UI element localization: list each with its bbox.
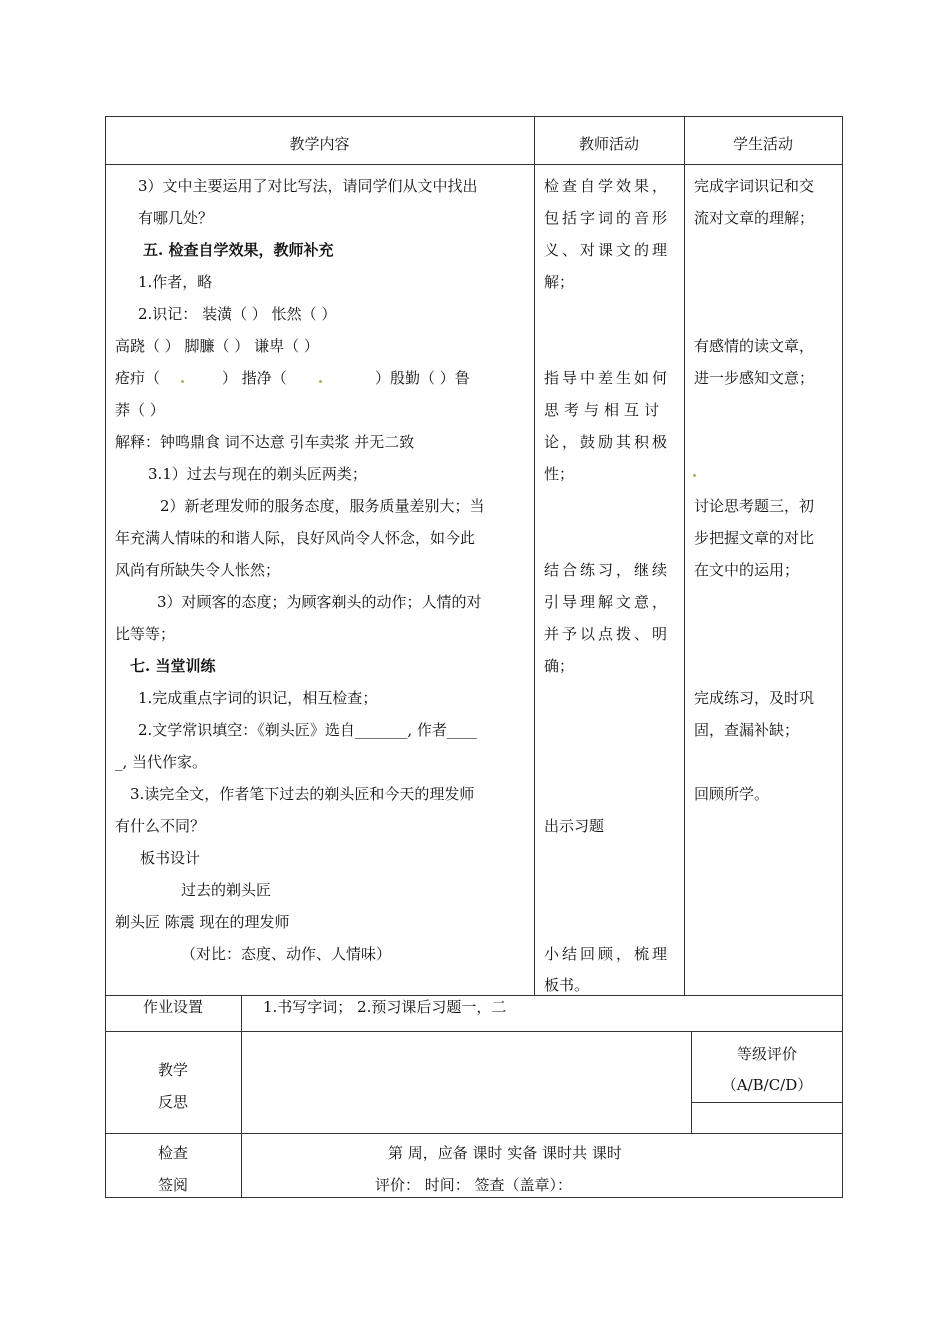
student-line: 完成练习，及时巩 bbox=[694, 689, 815, 707]
content-line: 年充满人情味的和谐人际，良好风尚令人怀念，如今此 bbox=[115, 529, 476, 547]
marker-dot bbox=[319, 380, 322, 383]
student-line: 回顾所学。 bbox=[694, 785, 770, 803]
content-line: 高跷（ ） 脚臁（ ） 谦卑（ ） bbox=[115, 337, 319, 355]
table-border-top bbox=[105, 116, 843, 117]
homework-value: 1.书写字词； 2.预习课后习题一，二 bbox=[263, 998, 507, 1016]
content-line: 2）新老理发师的服务态度，服务质量差别大；当 bbox=[160, 497, 485, 515]
homework-divider bbox=[105, 995, 843, 996]
content-line: 风尚有所缺失令人怅然； bbox=[115, 561, 281, 579]
marker-dot bbox=[181, 380, 184, 383]
table-border-left bbox=[105, 116, 106, 1198]
grade-options: （A/B/C/D） bbox=[721, 1076, 813, 1094]
check-label-1: 检查 bbox=[157, 1144, 188, 1162]
section-heading-5: 五. 检查自学效果，教师补充 bbox=[143, 241, 334, 259]
reflection-label-1: 教学 bbox=[157, 1061, 188, 1079]
content-line: 1.完成重点字词的识记，相互检查； bbox=[138, 689, 378, 707]
teacher-line: 板书。 bbox=[544, 976, 590, 994]
column-divider-content bbox=[534, 116, 535, 995]
teacher-line: 小结回顾，梳理 bbox=[544, 945, 671, 963]
content-line: 3.读完全文，作者笔下过去的剃头匠和今天的理发师 bbox=[130, 785, 475, 803]
content-line: 3）对顾客的态度；为顾客剃头的动作；人情的对 bbox=[157, 593, 482, 611]
student-line: 完成字词识记和交 bbox=[694, 177, 815, 195]
content-line: 有哪几处？ bbox=[138, 209, 214, 227]
teacher-line: 论，鼓励其积极 bbox=[544, 433, 671, 451]
content-line: 2.识记： 装潢（ ） 怅然（ ） bbox=[138, 305, 337, 323]
board-design-line: 剃头匠 陈震 现在的理发师 bbox=[115, 913, 290, 931]
grade-divider bbox=[691, 1102, 843, 1103]
teacher-line: 解； bbox=[544, 273, 575, 291]
content-line: 比等等； bbox=[115, 625, 176, 643]
marker-dot bbox=[693, 474, 696, 477]
teacher-line: 义、对课文的理 bbox=[544, 241, 671, 259]
check-schedule: 第 周，应备 课时 实备 课时共 课时 bbox=[388, 1144, 622, 1162]
grade-label: 等级评价 bbox=[736, 1045, 797, 1063]
content-line: 疮疖（ bbox=[115, 369, 161, 387]
teacher-line: 包括字词的音形 bbox=[544, 209, 671, 227]
content-line: ）殷勤（ ）鲁 bbox=[375, 369, 470, 387]
content-line: 3）文中主要运用了对比写法，请同学们从文中找出 bbox=[138, 177, 478, 195]
label-column-divider bbox=[241, 995, 242, 1198]
section-heading-7: 七. 当堂训练 bbox=[130, 657, 216, 675]
student-line: 步把握文章的对比 bbox=[694, 529, 815, 547]
board-design-line: 过去的剃头匠 bbox=[181, 881, 272, 899]
content-line: _, 当代作家。 bbox=[115, 753, 208, 771]
check-divider bbox=[105, 1133, 843, 1134]
teacher-line: 并予以点拨、明 bbox=[544, 625, 671, 643]
content-line: 2.文学常识填空：《剃头匠》选自_______, 作者____ bbox=[138, 721, 477, 739]
board-design-line: （对比：态度、动作、人情味） bbox=[181, 945, 392, 963]
student-line: 进一步感知文意； bbox=[694, 369, 815, 387]
homework-label: 作业设置 bbox=[142, 998, 203, 1016]
student-line: 固，查漏补缺； bbox=[694, 721, 800, 739]
content-line: ） 揩净（ bbox=[222, 369, 287, 387]
teacher-line: 出示习题 bbox=[544, 817, 605, 835]
header-teacher: 教师活动 bbox=[578, 135, 639, 153]
header-divider bbox=[105, 164, 843, 165]
content-line: 解释：钟鸣鼎食 词不达意 引车卖浆 并无二致 bbox=[115, 433, 415, 451]
teacher-line: 结合练习，继续 bbox=[544, 561, 671, 579]
student-line: 讨论思考题三，初 bbox=[694, 497, 815, 515]
content-line: 莽（ ） bbox=[115, 401, 165, 419]
reflection-label-2: 反思 bbox=[157, 1093, 188, 1111]
teacher-line: 性； bbox=[544, 465, 575, 483]
content-line: 1.作者，略 bbox=[138, 273, 213, 291]
student-line: 有感情的读文章， bbox=[694, 337, 815, 355]
student-line: 流对文章的理解； bbox=[694, 209, 815, 227]
header-content: 教学内容 bbox=[289, 135, 350, 153]
table-border-bottom bbox=[105, 1197, 843, 1198]
teacher-line: 指导中差生如何 bbox=[544, 369, 671, 387]
teacher-line: 引导理解文意， bbox=[544, 593, 671, 611]
reflection-divider bbox=[105, 1031, 843, 1032]
teacher-line: 检查自学效果， bbox=[544, 177, 671, 195]
table-border-right bbox=[842, 116, 843, 1198]
content-line: 3.1）过去与现在的剃头匠两类； bbox=[148, 465, 367, 483]
check-signoff: 评价： 时间： 签查（盖章）： bbox=[375, 1176, 573, 1194]
column-divider-teacher bbox=[684, 116, 685, 995]
student-line: 在文中的运用； bbox=[694, 561, 800, 579]
teacher-line: 思考与相互讨 bbox=[544, 401, 665, 419]
header-student: 学生活动 bbox=[732, 135, 793, 153]
teacher-line: 确； bbox=[544, 657, 575, 675]
check-label-2: 签阅 bbox=[157, 1176, 188, 1194]
content-line: 有什么不同？ bbox=[115, 817, 206, 835]
lesson-plan-table bbox=[105, 116, 843, 1198]
board-design-label: 板书设计 bbox=[140, 849, 201, 867]
